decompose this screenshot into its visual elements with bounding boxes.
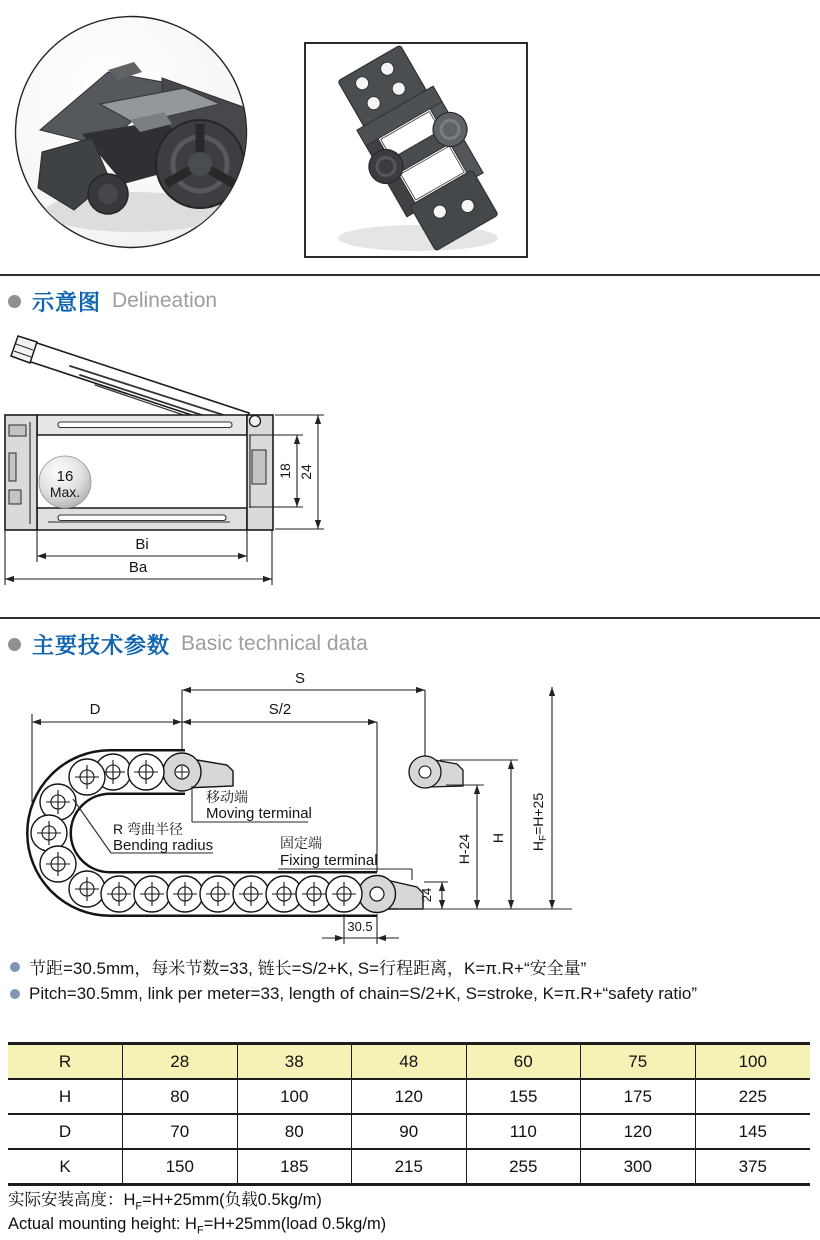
section-title-zh: 主要技术参数 <box>32 632 171 658</box>
table-cell: 150 <box>123 1150 238 1183</box>
table-cell: 110 <box>467 1115 582 1148</box>
svg-text:Fixing terminal: Fixing terminal <box>280 852 378 869</box>
delineation-drawing <box>0 332 340 604</box>
table-cell: 215 <box>352 1150 467 1183</box>
moving-terminal-label <box>192 786 312 822</box>
table-cell: 225 <box>738 1087 767 1106</box>
dim-label-h-minus-24: H-24 <box>456 833 472 865</box>
ball-value: 16 <box>56 468 74 485</box>
table-cell: 28 <box>123 1045 238 1078</box>
note-en <box>10 984 697 1004</box>
table-cell: 75 <box>581 1045 696 1078</box>
section-bullet-icon <box>8 295 21 308</box>
dim-label-inner-height: 18 <box>277 463 293 479</box>
table-cell: 145 <box>738 1122 767 1141</box>
divider-middle <box>0 617 820 619</box>
mounting-height-en: Actual mounting height: $H_F=H+25mm(load$ 0.5kg/m) <box>8 1215 387 1237</box>
dim-label-d: D <box>89 701 101 718</box>
note-en-text: Pitch=30.5mm, link per meter=33, length of chain=S/2+K, S=stroke, K=π.R+“safety ratio” <box>29 984 697 1003</box>
dim-label-half-stroke: S/2 <box>268 701 292 718</box>
technical-diagram <box>0 662 620 954</box>
dim-label-24: 24 <box>419 887 434 903</box>
row-header: R <box>8 1045 123 1078</box>
dim-label-hf: $H_F=H+25$ <box>530 792 549 852</box>
note-zh <box>10 954 586 979</box>
dim-label-inner-width: Bi <box>135 536 149 553</box>
section-title-en: Basic technical data <box>181 632 368 655</box>
max-cable-ball <box>39 456 91 508</box>
table-cell: 80 <box>123 1080 238 1113</box>
table-row-r <box>8 1045 810 1080</box>
section-header-technical <box>8 627 368 661</box>
svg-text:Moving terminal: Moving terminal <box>206 805 312 822</box>
product-photo-closeup <box>12 12 250 252</box>
ghost-terminal <box>409 756 463 788</box>
bullet-icon <box>10 962 20 972</box>
table-cell: 80 <box>238 1115 353 1148</box>
svg-text:Bending radius: Bending radius <box>113 837 214 854</box>
table-cell: 375 <box>738 1157 767 1176</box>
svg-text:R 弯曲半径: R 弯曲半径 <box>113 821 183 837</box>
table-cell: 48 <box>352 1045 467 1078</box>
table-cell: 60 <box>467 1045 582 1078</box>
section-header-delineation <box>8 284 217 318</box>
row-header: K <box>8 1150 123 1183</box>
divider-top <box>0 274 820 276</box>
dim-label-pitch: 30.5 <box>347 919 373 934</box>
table-cell: 120 <box>352 1080 467 1113</box>
dim-label-outer-width: Ba <box>128 559 148 576</box>
section-title-zh: 示意图 <box>32 289 102 315</box>
table-cell: 100 <box>238 1080 353 1113</box>
svg-text:移动端: 移动端 <box>206 789 248 805</box>
table-cell: 70 <box>123 1115 238 1148</box>
chain-segment-photo-art <box>306 44 526 256</box>
table-cell: 255 <box>467 1150 582 1183</box>
mounting-height-zh: 实际安装高度：$H_F=H+25mm$(负载0.5kg/m) <box>8 1191 322 1213</box>
table-row-h <box>8 1080 810 1115</box>
table-row-k <box>8 1150 810 1186</box>
table-cell: 175 <box>581 1080 696 1113</box>
table-cell: 38 <box>238 1045 353 1078</box>
table-row-d <box>8 1115 810 1150</box>
fixing-terminal <box>359 876 424 913</box>
table-cell: 120 <box>581 1115 696 1148</box>
product-photo-segment <box>304 42 528 258</box>
dim-label-h: H <box>490 832 506 844</box>
section-bullet-icon <box>8 638 21 651</box>
spec-table <box>8 1042 810 1186</box>
moving-terminal <box>163 753 233 791</box>
bullet-icon <box>10 989 20 999</box>
svg-text:固定端: 固定端 <box>280 835 322 851</box>
note-zh-text: 节距=30.5mm，每米节数=33, 链长=S/2+K, S=行程距离，K=π.R+“安全量” <box>29 959 587 978</box>
table-cell: 155 <box>467 1080 582 1113</box>
row-header: H <box>8 1080 123 1113</box>
section-title-en: Delineation <box>112 289 218 312</box>
dim-label-outer-height: 24 <box>298 464 314 480</box>
table-cell: 300 <box>581 1150 696 1183</box>
table-cell: 100 <box>738 1052 767 1071</box>
ball-unit: Max. <box>49 484 81 500</box>
row-header: D <box>8 1115 123 1148</box>
dim-label-stroke: S <box>294 670 306 687</box>
table-cell: 185 <box>238 1150 353 1183</box>
table-cell: 90 <box>352 1115 467 1148</box>
